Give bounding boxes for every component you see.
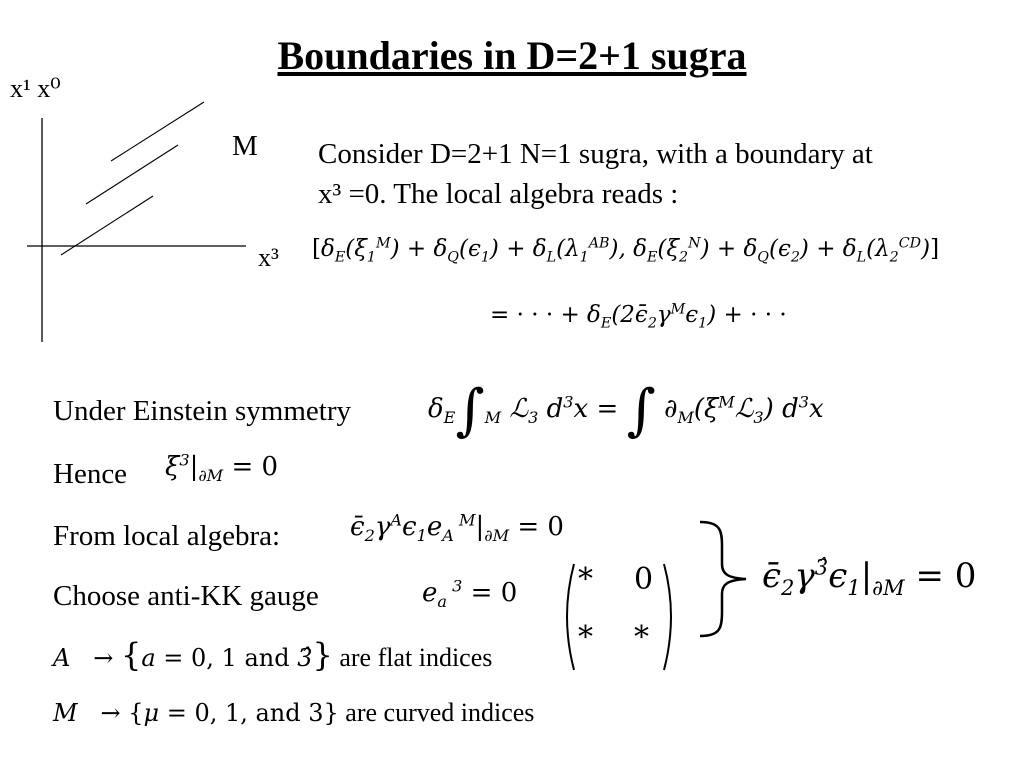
curved-indices-line: M → {μ = 0, 1, and 3} are curved indices (53, 698, 535, 727)
anti-kk-gauge-label: Choose anti-KK gauge (53, 580, 319, 612)
hence-equation: $\xi^3|_{\partial M} = 0$ (165, 450, 279, 486)
matrix-entry-2-1: * (578, 620, 593, 655)
matrix-entry-1-1: * (578, 562, 593, 597)
einstein-symmetry-label: Under Einstein symmetry (53, 395, 352, 427)
right-brace (698, 516, 750, 642)
matrix-parentheses (558, 560, 680, 676)
slice-line-top (111, 102, 204, 161)
intro-line-2: x³ =0. The local algebra reads : (318, 178, 679, 210)
matrix-entry-2-2: * (634, 620, 649, 655)
algebra-rhs-equation: = · · · + $\delta_E(2\epsilon̄_2\gamma^M\epsilon_1)$ + · · · (490, 301, 787, 332)
intro-line-1: Consider D=2+1 N=1 sugra, with a boundary at (318, 138, 873, 170)
flat-indices-line: A → {a = 0, 1 and 3̂} are flat indices (53, 636, 493, 674)
boundary-diagram (0, 0, 300, 360)
local-algebra-equation: $\epsilon̄_2\gamma^A\epsilon_1e_A$ $^M|_{\partial M} = 0$ (350, 510, 564, 546)
hence-label: Hence (53, 458, 128, 490)
algebra-lhs-equation: [$\delta_E(\xi_1^M) + \delta_Q(\epsilon_1) + \delta_L(\lambda_1^{AB})$, $\delta_E(\xi_2^N) + \delta_Q(\epsilon_2) + \delta_L(\lambda_2^{CD})$] (312, 235, 940, 266)
einstein-symmetry-equation: $\delta_E\int_M$ ℒ$_3$ $d^3x$ = ∫ $\partial_M(\xi^Mℒ_3)$ $d^3x$ (428, 378, 824, 443)
result-equation: $\epsilon̄_2\gamma^{3̂}\epsilon_1|_{\partial M} = 0$ (762, 554, 977, 600)
manifold-label: M (232, 130, 258, 162)
axis-label-x3: x³ (258, 243, 279, 272)
slice-line-middle (86, 145, 178, 204)
slide-title: Boundaries in D=2+1 sugra (277, 33, 747, 78)
anti-kk-gauge-equation: $e_a$ $^3$ = 0 (422, 576, 518, 612)
local-algebra-label: From local algebra: (53, 520, 281, 552)
matrix-entry-1-2: 0 (634, 562, 654, 597)
axis-label-x1-x0: x¹ x⁰ (10, 74, 61, 103)
